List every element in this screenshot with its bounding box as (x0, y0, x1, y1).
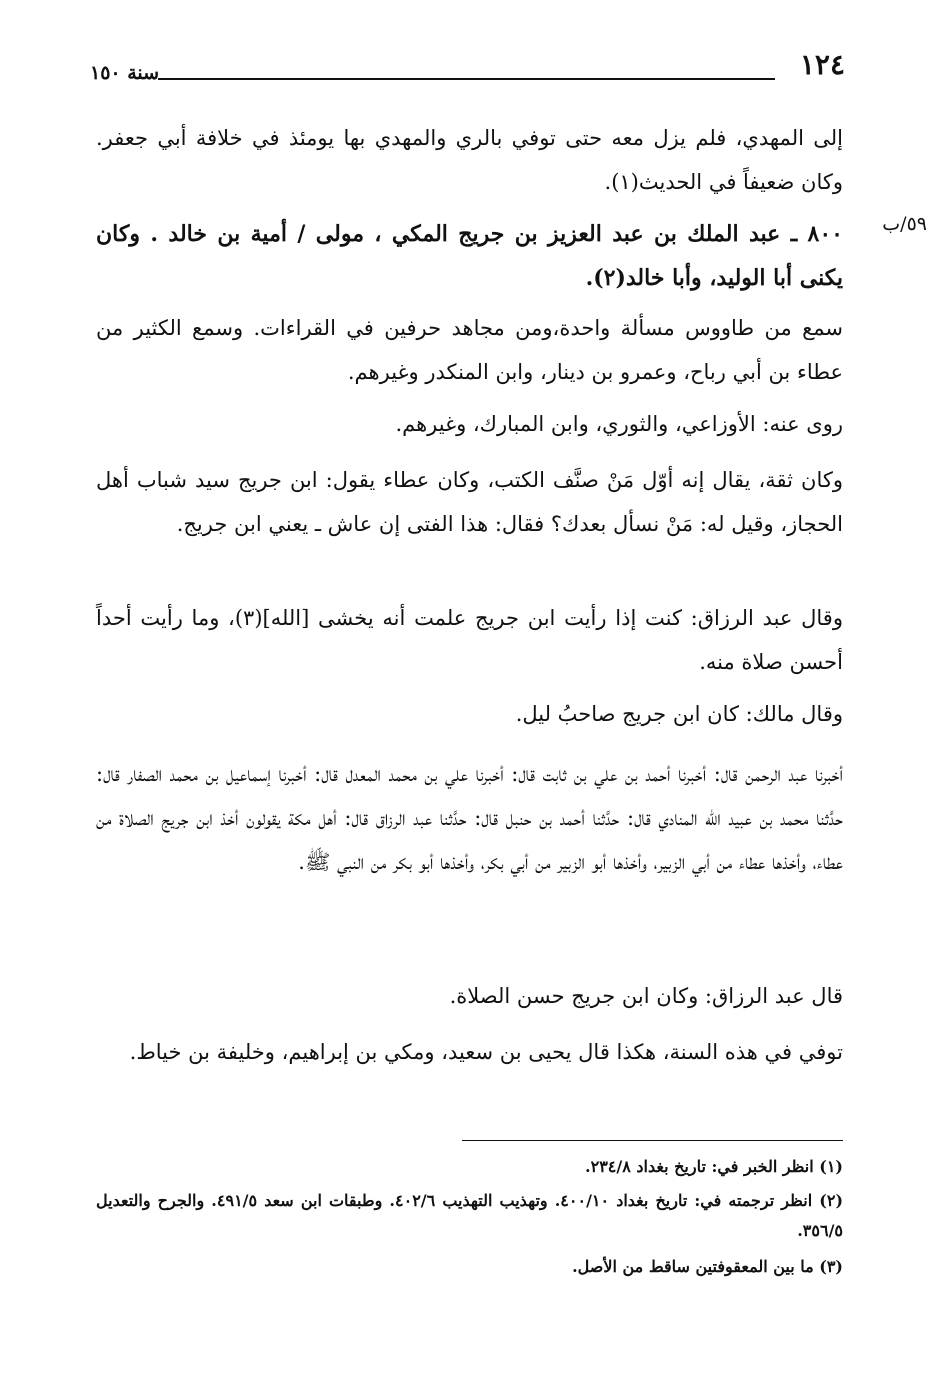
paragraph: إلى المهدي، فلم يزل معه حتى توفي بالري والمهدي بها يومئذ في خلافة أبي جعفر. وكان ضعيفاً في الحديث(١). (96, 126, 843, 194)
footnote: (٢) انظر ترجمته في: تاريخ بغداد ٤٠٠/١٠. وتهذيب التهذيب ٤٠٢/٦. وطبقات ابن سعد ٤٩١/٥. والجرح والتعديل ٣٥٦/٥. (96, 1191, 844, 1240)
paragraph: توفي في هذه السنة، هكذا قال يحيى بن سعيد، ومكي بن إبراهيم، وخليفة بن خياط. (129, 1040, 843, 1064)
folio-marker: ٥٩/ب (882, 213, 927, 235)
paragraph: وقال عبد الرزاق: كنت إذا رأيت ابن جريج علمت أنه يخشى [الله](٣)، وما رأيت أحداً أحسن صلاة منه. (96, 606, 843, 674)
footnote-rule (462, 1140, 843, 1141)
running-head-year: سنة ١٥٠ (90, 62, 160, 84)
paragraph: سمع من طاووس مسألة واحدة،ومن مجاهد حرفين في القراءات. وسمع الكثير من عطاء بن أبي رباح، وعمرو بن دينار، وابن المنكدر وغيرهم. (96, 316, 843, 384)
paragraph: روى عنه: الأوزاعي، والثوري، وابن المبارك، وغيرهم. (395, 412, 843, 436)
page-number: ١٢٤ (799, 48, 845, 81)
entry-heading: ٨٠٠ ـ عبد الملك بن عبد العزيز بن جريج المكي ، مولى / أمية بن خالد . وكان يكنى أبا الوليد، وأبا خالد(٢). (96, 221, 843, 291)
paragraph: قال عبد الرزاق: وكان ابن جريج حسن الصلاة. (449, 984, 843, 1008)
paragraph: وكان ثقة، يقال إنه أوّل مَنْ صنَّف الكتب، وكان عطاء يقول: ابن جريج سيد شباب أهل الحجاز، وقيل له: مَنْ نسأل بعدك؟ فقال: هذا الفتى إن عاش ـ يعني ابن جريج. (96, 468, 843, 536)
paragraph: وقال مالك: كان ابن جريج صاحبُ ليل. (515, 702, 843, 726)
page-header (90, 48, 845, 88)
header-rule (158, 78, 775, 80)
footnote: (٣) ما بين المعقوفتين ساقط من الأصل. (572, 1257, 843, 1276)
footnote: (١) انظر الخبر في: تاريخ بغداد ٢٣٤/٨. (585, 1157, 843, 1176)
paragraph: أخبرنا عبد الرحمن قال: أخبرنا أحمد بن علي بن ثابت قال: أخبرنا علي بن محمد المعدل قال: أخبرنا إسماعيل بن محمد الصفار قال: حدَّثنا محمد بن عبيد الله المنادي قال: حدَّثنا أحمد بن حنبل قال: حدَّثنا عبد الرزاق قال: أهل مكة يقولون أخذ ابن جريج الصلاة من عطاء، وأخذها عطاء من أبي الزبير، وأخذها أبو الزبير من أبي بكر، وأخذها أبو بكر من النبي ﷺ. (96, 762, 843, 874)
